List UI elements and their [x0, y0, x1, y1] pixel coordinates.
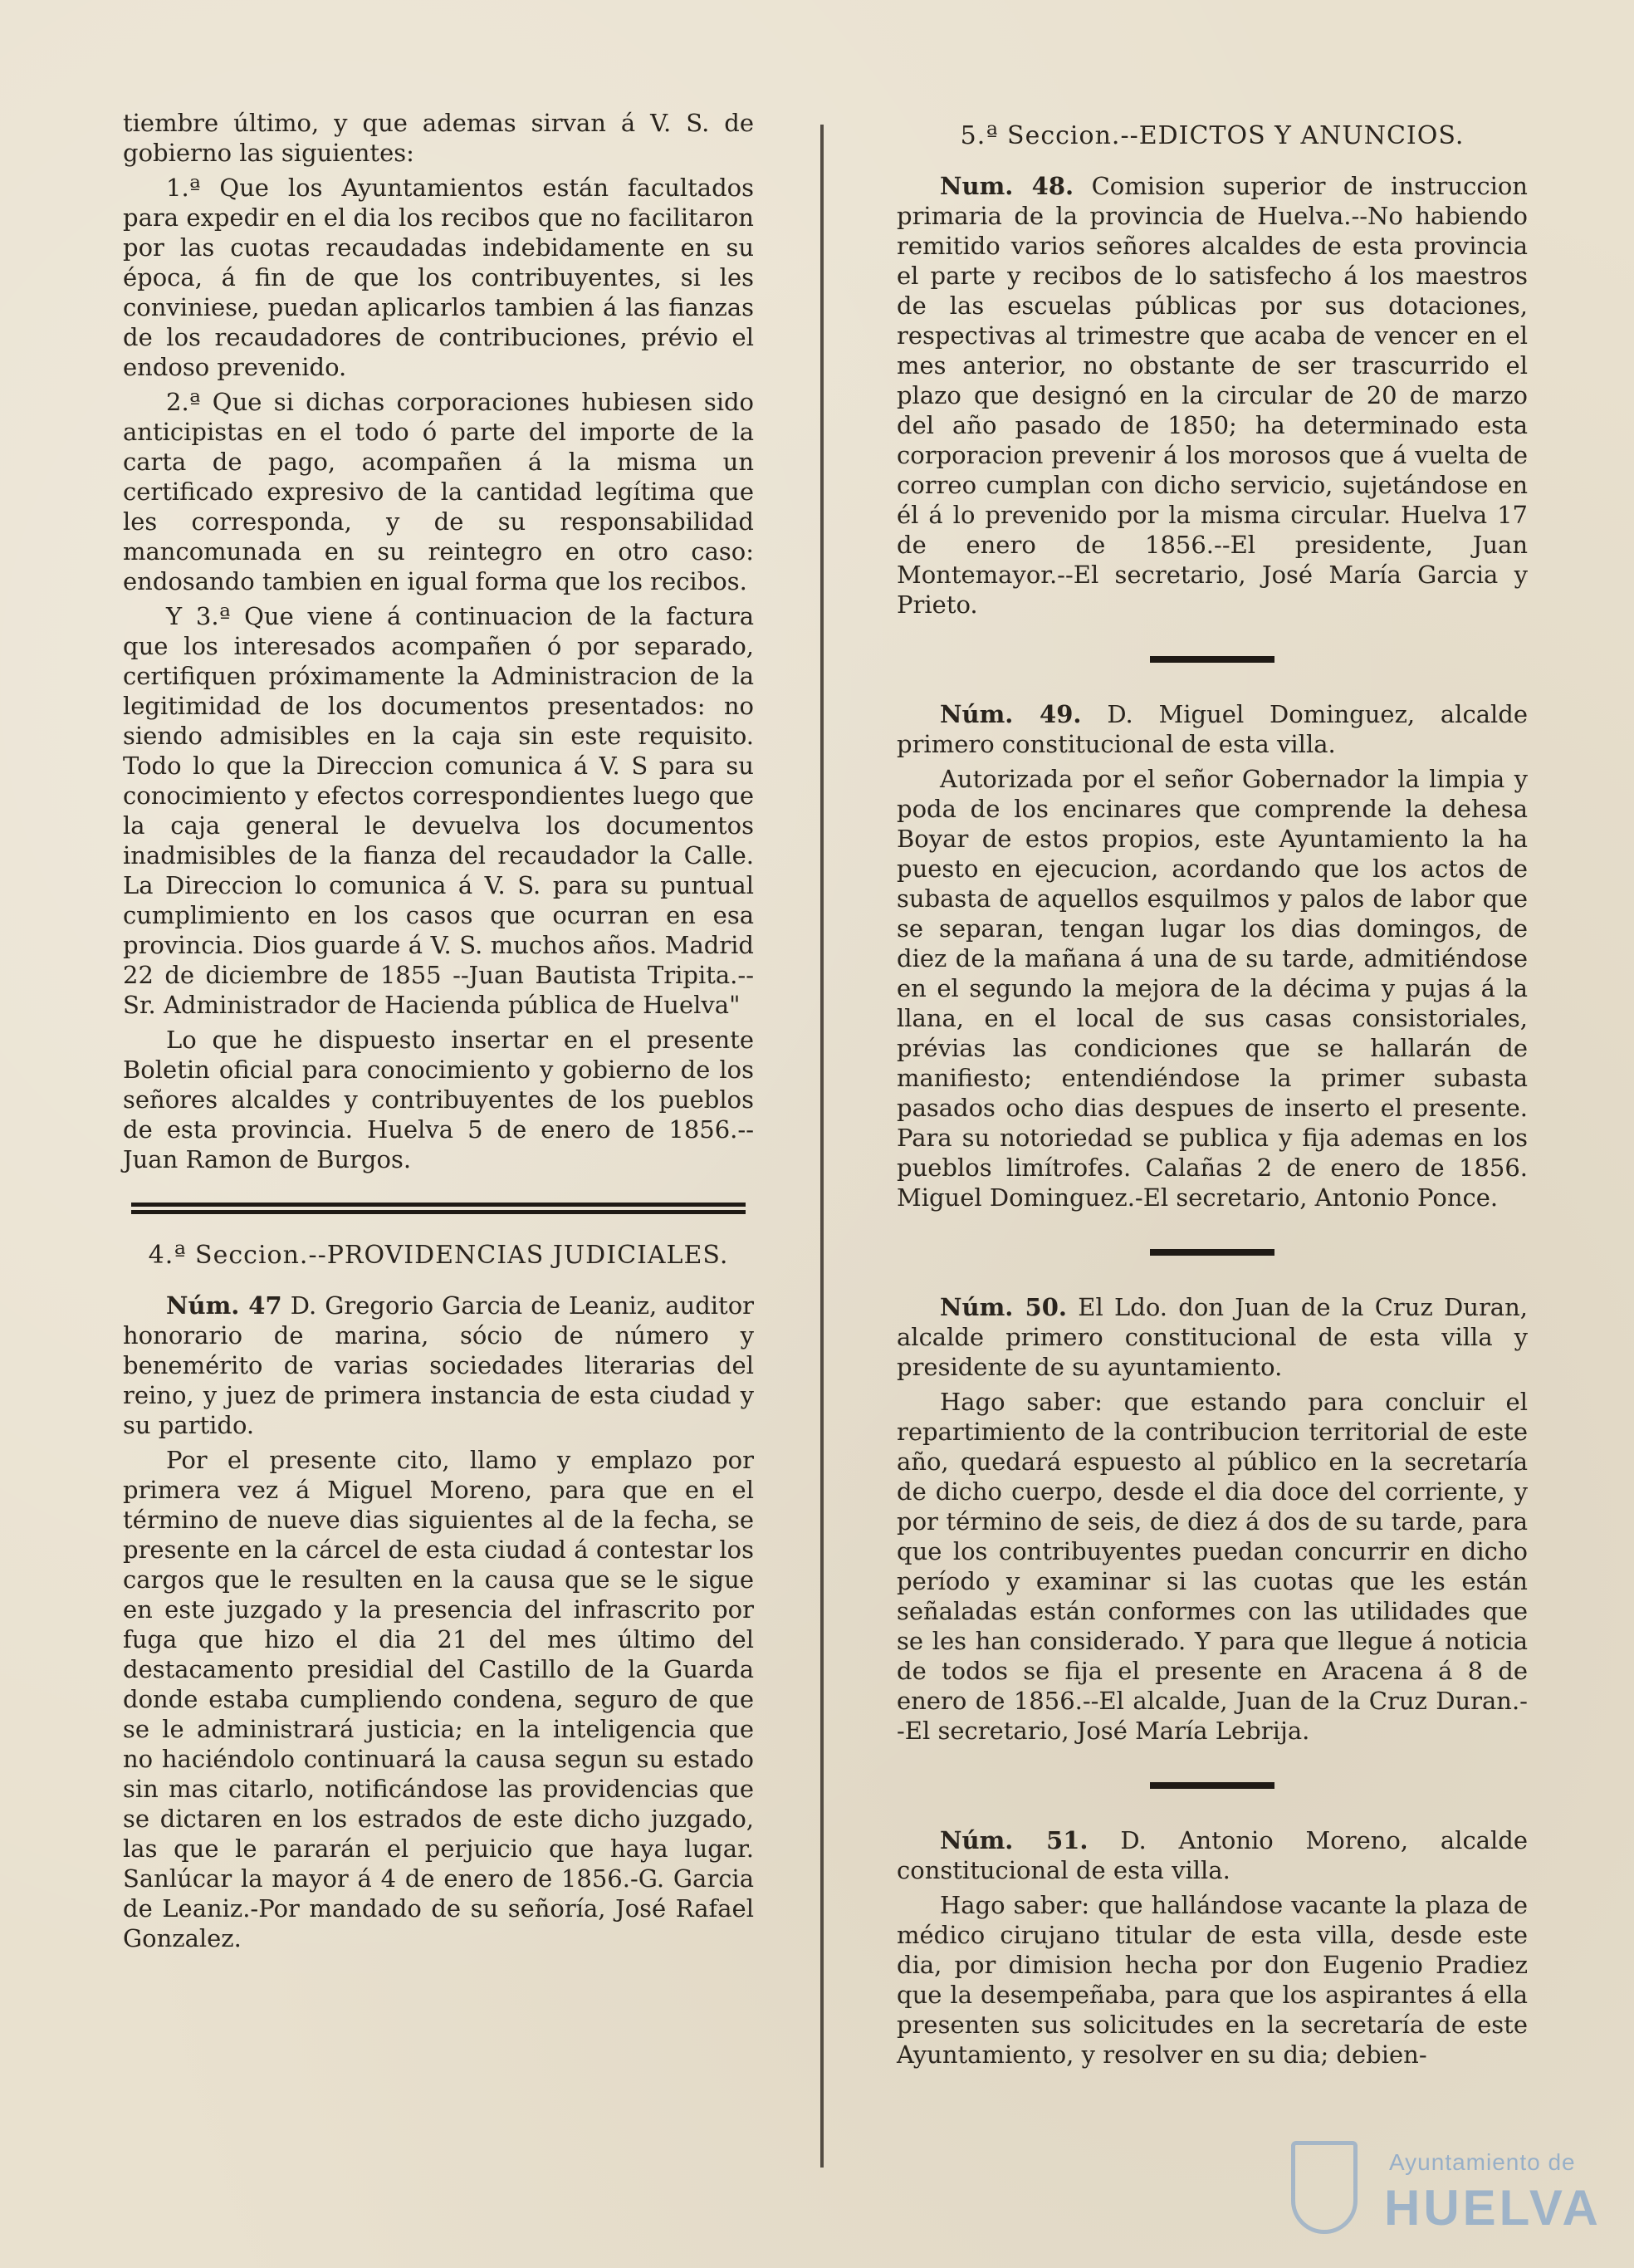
num-48-heading: Num. 48. [940, 172, 1074, 200]
watermark-line-2: HUELVA [1384, 2180, 1602, 2236]
closing-paragraph: Lo que he dispuesto insertar en el presente Boletin oficial para conocimiento y gobierno de los señores alcaldes y contribuyentes de los pueblos de esta provincia. Huelva 5 de enero de 1856.--Juan Ramon de Burgos. [123, 1026, 754, 1173]
num-48-paragraph [897, 171, 1528, 620]
num-51-intro-text: D. Antonio Moreno, alcalde constitucional de esta villa. [897, 1826, 1528, 1884]
section-separator [131, 1203, 746, 1214]
separator-bar [131, 1210, 746, 1214]
section-5-title: 5.ª Seccion.--EDICTOS Y ANUNCIOS. [960, 121, 1465, 150]
archive-watermark [1291, 2141, 1607, 2241]
notice-separator [1150, 1249, 1274, 1256]
num-50-body: Hago saber: que estando para concluir el repartimiento de la contribucion territorial de este año, quedará espuesto al público en la secretaría de dicho cuerpo, desde el dia doce del corriente, y por término de seis, de diez á dos de su tarde, para que los contribuyentes puedan concurrir en dicho período y examinar si las cuotas que les están señaladas están conformes con las utilidades que se les han considerado. Y para que llegue á noticia de todos se fija el presente en Aracena á 8 de enero de 1856.--El alcalde, Juan de la Cruz Duran.--El secretario, José María Lebrija. [897, 1388, 1528, 1745]
item-1-paragraph: 1.ª Que los Ayuntamientos están facultados para expedir en el dia los recibos que no facilitaron por las cuotas recaudadas indebidamente en su época, á fin de que los contribuyentes, si les conviniese, puedan aplicarlos tambien á las fianzas de los recaudadores de contribuciones, prévio el endoso prevenido. [123, 174, 754, 381]
num-50-intro-text: El Ldo. don Juan de la Cruz Duran, alcalde primero constitucional de esta villa y presidente de su ayuntamiento. [897, 1293, 1528, 1381]
num-51-body: Hago saber: que hallándose vacante la plaza de médico cirujano titular de esta villa, desde este dia, por dimision hecha por don Eugenio Pradiez que la desempeñaba, para que los aspirantes á ella presenten sus solicitudes en la secretaría de este Ayuntamiento, y resolver en su dia; debien- [897, 1891, 1528, 2069]
intro-paragraph: tiembre último, y que ademas sirvan á V. S. de gobierno las siguientes: [123, 109, 754, 167]
watermark-line-1: Ayuntamiento de [1389, 2149, 1576, 2175]
num-50-intro [897, 1292, 1528, 1382]
num-49-intro-text: D. Miguel Dominguez, alcalde primero constitucional de esta villa. [897, 700, 1528, 758]
section-4-title: 4.ª Seccion.--PROVIDENCIAS JUDICIALES. [148, 1241, 729, 1270]
left-column [123, 108, 754, 1953]
notice-separator [1150, 1782, 1274, 1789]
shield-icon [1291, 2141, 1358, 2234]
item-3-paragraph: Y 3.ª Que viene á continuacion de la factura que los interesados acompañen ó por separado, certifiquen próximamente la Administracion de la legitimidad de los documentos presentados: no siendo admisibles en la caja sin este requisito. Todo lo que la Direccion comunica á V. S para su conocimiento y efectos correspondientes luego que la caja general le devuelva los documentos inadmisibles de la fianza del recaudador la Calle. La Direccion lo comunica á V. S. para su puntual cumplimiento en los casos que ocurran en esa provincia. Dios guarde á V. S. muchos años. Madrid 22 de diciembre de 1855 --Juan Bautista Tripita.--Sr. Administrador de Hacienda pública de Huelva" [123, 602, 754, 1019]
separator-bar [131, 1203, 746, 1207]
notice-separator [1150, 656, 1274, 663]
num-48-text: Comision superior de instruccion primaria de la provincia de Huelva.--No habiendo remitido varios señores alcaldes de esta provincia el parte y recibos de lo satisfecho á los maestros de las escuelas públicas por sus dotaciones, respectivas al trimestre que acaba de vencer en el mes anterior, no obstante de ser trascurrido el plazo que designó en la circular de 20 de marzo del año pasado de 1850; ha determinado esta corporacion prevenir á los morosos que á vuelta de correo cumplan con dicho servicio, sujetándose en él á lo prevenido por la misma circular. Huelva 17 de enero de 1856.--El presidente, Juan Montemayor.--El secretario, José María Garcia y Prieto. [897, 172, 1528, 619]
num-51-intro [897, 1825, 1528, 1885]
num-47-intro-text: D. Gregorio Garcia de Leaniz, auditor honorario de marina, sócio de número y benemérito de varias sociedades literarias del reino, y juez de primera instancia de esta ciudad y su partido. [123, 1291, 755, 1439]
column-divider [820, 125, 824, 2168]
item-2-paragraph: 2.ª Que si dichas corporaciones hubiesen sido anticipistas en el todo ó parte del importe de la carta de pago, acompañen á la misma un certificado expresivo de la cantidad legítima que les corresponda, y de su responsabilidad mancomunada en su reintegro en otro caso: endosando tambien en igual forma que los recibos. [123, 388, 754, 595]
num-47-heading: Núm. 47 [166, 1291, 282, 1320]
num-49-intro [897, 699, 1528, 759]
num-50-heading: Núm. 50. [940, 1293, 1067, 1321]
num-49-body: Autorizada por el señor Gobernador la limpia y poda de los encinares que comprende la dehesa Boyar de estos propios, este Ayuntamiento la ha puesto en ejecucion, acordando que los actos de subasta de aquellos esquilmos y palos de labor que se separan, tengan lugar los dias domingos, de diez de la mañana á una de su tarde, admitiéndose en el segundo la mejora de la décima y pujas á la llana, en el local de sus casas consistoriales, prévias las condiciones que se hallarán de manifiesto; entendiéndose la primer subasta pasados ocho dias despues de inserto el presente. Para su notoriedad se publica y fija ademas en los pueblos limítrofes. Calañas 2 de enero de 1856. Miguel Dominguez.-El secretario, Antonio Ponce. [897, 765, 1528, 1212]
num-49-heading: Núm. 49. [940, 700, 1082, 728]
right-column [897, 108, 1528, 2070]
num-47-intro [123, 1291, 754, 1440]
num-51-heading: Núm. 51. [940, 1826, 1089, 1854]
num-47-body: Por el presente cito, llamo y emplazo por primera vez á Miguel Moreno, para que en el término de nueve dias siguientes al de la fecha, se presente en la cárcel de esta ciudad á contestar los cargos que le resulten en la causa que se le sigue en este juzgado y la presencia del infrascrito por fuga que hizo el dia 21 del mes último del destacamento presidial del Castillo de la Guarda donde estaba cumpliendo condena, seguro de que se le administrará justicia; en la inteligencia que no haciéndolo continuará la causa segun su estado sin mas citarlo, notificándose las providencias que se dictaren en los estrados de este dicho juzgado, las que le pararán el perjuicio que haya lugar. Sanlúcar la mayor á 4 de enero de 1856.-G. Garcia de Leaniz.-Por mandado de su señoría, José Rafael Gonzalez. [123, 1446, 754, 1952]
